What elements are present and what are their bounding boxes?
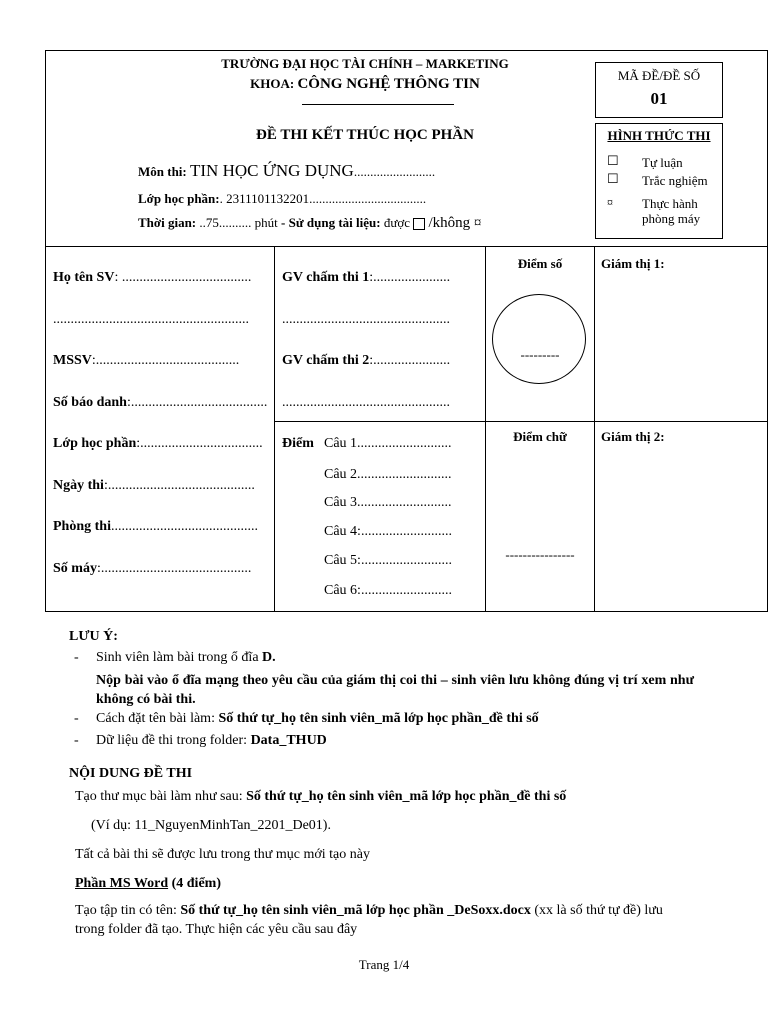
content-paragraph-3: Tất cả bài thi sẽ được lưu trong thư mục mới tạo này <box>75 847 370 862</box>
table-divider-3 <box>594 246 595 611</box>
docs-no: /không ¤ <box>428 215 482 231</box>
class-code-label: Lớp học phần: <box>138 191 220 206</box>
part-heading-points: (4 điểm) <box>168 876 221 891</box>
student-id-label: MSSV <box>53 353 92 368</box>
content-p1-text: Tạo thư mục bài làm như sau: <box>75 789 247 804</box>
school-name: TRƯỜNG ĐẠI HỌC TÀI CHÍNH – MARKETING <box>221 56 509 71</box>
table-border-left <box>45 50 46 611</box>
faculty-line <box>180 75 550 93</box>
notes-title: LƯU Ý: <box>69 629 118 644</box>
student-id-row <box>53 353 239 369</box>
exam-date-row <box>53 478 255 494</box>
option-lab-label: Thực hành phòng máy <box>642 196 701 226</box>
option-lab-marker: ¤ <box>607 195 613 209</box>
content-title: NỘI DUNG ĐỀ THI <box>69 766 193 781</box>
content-paragraph-4 <box>75 901 695 939</box>
exam-code-value: 01 <box>650 89 668 108</box>
seat-number-row <box>53 395 267 411</box>
question-3-row: Câu 3........................... <box>324 495 452 510</box>
class-section-dots: :................................... <box>136 436 263 451</box>
machine-number-dots: :........................................... <box>96 561 252 576</box>
exam-title: ĐỀ THI KẾT THÚC HỌC PHẦN <box>256 127 474 143</box>
note-bullet-3: - <box>74 733 79 748</box>
note-item-2 <box>96 711 539 727</box>
table-border-bottom <box>45 611 768 612</box>
score-circle <box>492 294 586 384</box>
table-row-divider <box>274 421 768 422</box>
content-p4-filename: Số thứ tự_họ tên sinh viên_mã lớp học phần _DeSoxx.docx <box>180 903 531 918</box>
question-score-label: Điểm <box>282 436 314 451</box>
note-item-3-folder: Data_THUD <box>250 733 327 748</box>
word-score-label: Điểm chữ <box>513 429 567 444</box>
exam-code-box <box>595 62 723 118</box>
docs-checkbox-icon <box>413 218 425 230</box>
question-4-row: Câu 4:.......................... <box>324 524 452 539</box>
exam-room-label: Phòng thi <box>53 519 111 534</box>
subject-label: Môn thi: <box>138 164 190 179</box>
exam-form-title: HÌNH THỨC THI <box>607 128 711 143</box>
note-item-1-detail: Nộp bài vào ổ đĩa mạng theo yêu cầu của giám thị coi thi – sinh viên lưu không đúng vị trí xem như không có bài thi. <box>96 673 694 707</box>
content-paragraph-2: (Ví dụ: 11_NguyenMinhTan_2201_De01). <box>91 818 331 833</box>
time-value: ..75.......... phút <box>199 215 278 230</box>
student-name-line2: ........................................................ <box>53 312 249 327</box>
grader1-row <box>282 270 450 286</box>
note-item-2-text: Cách đặt tên bài làm: <box>96 711 219 726</box>
grader1-line2: ................................................ <box>282 312 450 327</box>
proctor2-label: Giám thị 2: <box>601 429 665 444</box>
class-section-label: Lớp học phần <box>53 436 137 451</box>
seat-number-dots: :....................................... <box>126 395 268 410</box>
question-2-row: Câu 2........................... <box>324 467 452 482</box>
note-item-2-format: Số thứ tự_họ tên sinh viên_mã lớp học phần_đề thi số <box>218 711 539 726</box>
page-number: Trang 1/4 <box>358 957 410 972</box>
table-border-top <box>45 50 768 51</box>
student-name-label: Họ tên SV <box>53 270 115 285</box>
faculty-value: CÔNG NGHỆ THÔNG TIN <box>297 76 480 92</box>
note-item-1 <box>96 650 276 666</box>
content-p1-format: Số thứ tự_họ tên sinh viên_mã lớp học phần_đề thi số <box>246 789 567 804</box>
option-essay-marker: ☐ <box>607 153 619 168</box>
grader2-line2: ................................................ <box>282 395 450 410</box>
subject-value: TIN HỌC ỨNG DỤNG <box>190 161 354 180</box>
note-item-1-text: Sinh viên làm bài trong ổ đĩa <box>96 650 263 665</box>
student-name-dots: : ..................................... <box>114 270 252 285</box>
content-p4-suffix: (xx là số thứ tự đề) lưu trong folder đã tạo. Thực hiện các yêu cầu sau đây <box>75 903 663 937</box>
note-item-3-text: Dữ liệu đề thi trong folder: <box>96 733 251 748</box>
grader2-row <box>282 353 450 369</box>
class-code-value: . 2311101132201.................................... <box>219 191 427 206</box>
time-line <box>138 215 481 232</box>
docs-yes: được <box>383 215 411 230</box>
option-essay-label: Tự luận <box>642 155 683 170</box>
note-item-3 <box>96 733 327 749</box>
note-item-1-drive: D. <box>262 650 276 665</box>
note-bullet-2: - <box>74 711 79 726</box>
table-border-mid <box>45 246 768 247</box>
machine-number-label: Số máy <box>53 561 97 576</box>
grader1-label: GV chấm thi 1 <box>282 270 370 285</box>
exam-code-label: MÃ ĐỀ/ĐỀ SỐ <box>617 68 701 83</box>
numeric-score-value: --------- <box>520 347 560 362</box>
part-heading <box>75 876 221 892</box>
subject-dots: ......................... <box>353 164 436 179</box>
class-code-line <box>138 191 426 207</box>
header-rule <box>302 104 454 105</box>
grader1-dots: :...................... <box>369 270 451 285</box>
proctor1-label: Giám thị 1: <box>601 256 665 271</box>
exam-form-box <box>595 123 723 239</box>
grader2-dots: :...................... <box>369 353 451 368</box>
class-section-row <box>53 436 263 452</box>
exam-room-dots: .......................................... <box>110 519 258 534</box>
part-heading-label: Phần MS Word <box>75 876 169 891</box>
faculty-label: KHOA: <box>250 76 298 91</box>
exam-date-dots: :.......................................... <box>103 478 255 493</box>
question-1-row: Câu 1........................... <box>324 436 452 451</box>
question-5-row: Câu 5:.......................... <box>324 553 452 568</box>
machine-number-row <box>53 561 251 577</box>
subject-line <box>138 161 435 181</box>
seat-number-label: Số báo danh <box>53 395 127 410</box>
student-id-dots: :......................................... <box>91 353 240 368</box>
time-label: Thời gian: <box>138 215 200 230</box>
option-multiple-choice-label: Trắc nghiệm <box>642 173 708 188</box>
exam-room-row <box>53 519 258 535</box>
grader2-label: GV chấm thi 2 <box>282 353 370 368</box>
exam-date-label: Ngày thi <box>53 478 104 493</box>
option-multiple-choice-marker: ☐ <box>607 171 619 186</box>
student-name-row <box>53 270 251 286</box>
numeric-score-label: Điểm số <box>517 256 563 271</box>
table-divider-1 <box>274 246 275 611</box>
word-score-value: ---------------- <box>505 547 575 562</box>
note-bullet-1: - <box>74 650 79 665</box>
content-p4-text: Tạo tập tin có tên: <box>75 903 181 918</box>
question-6-row: Câu 6:.......................... <box>324 583 452 598</box>
content-paragraph-1 <box>75 789 566 805</box>
docs-label: - Sử dụng tài liệu: <box>277 215 384 230</box>
